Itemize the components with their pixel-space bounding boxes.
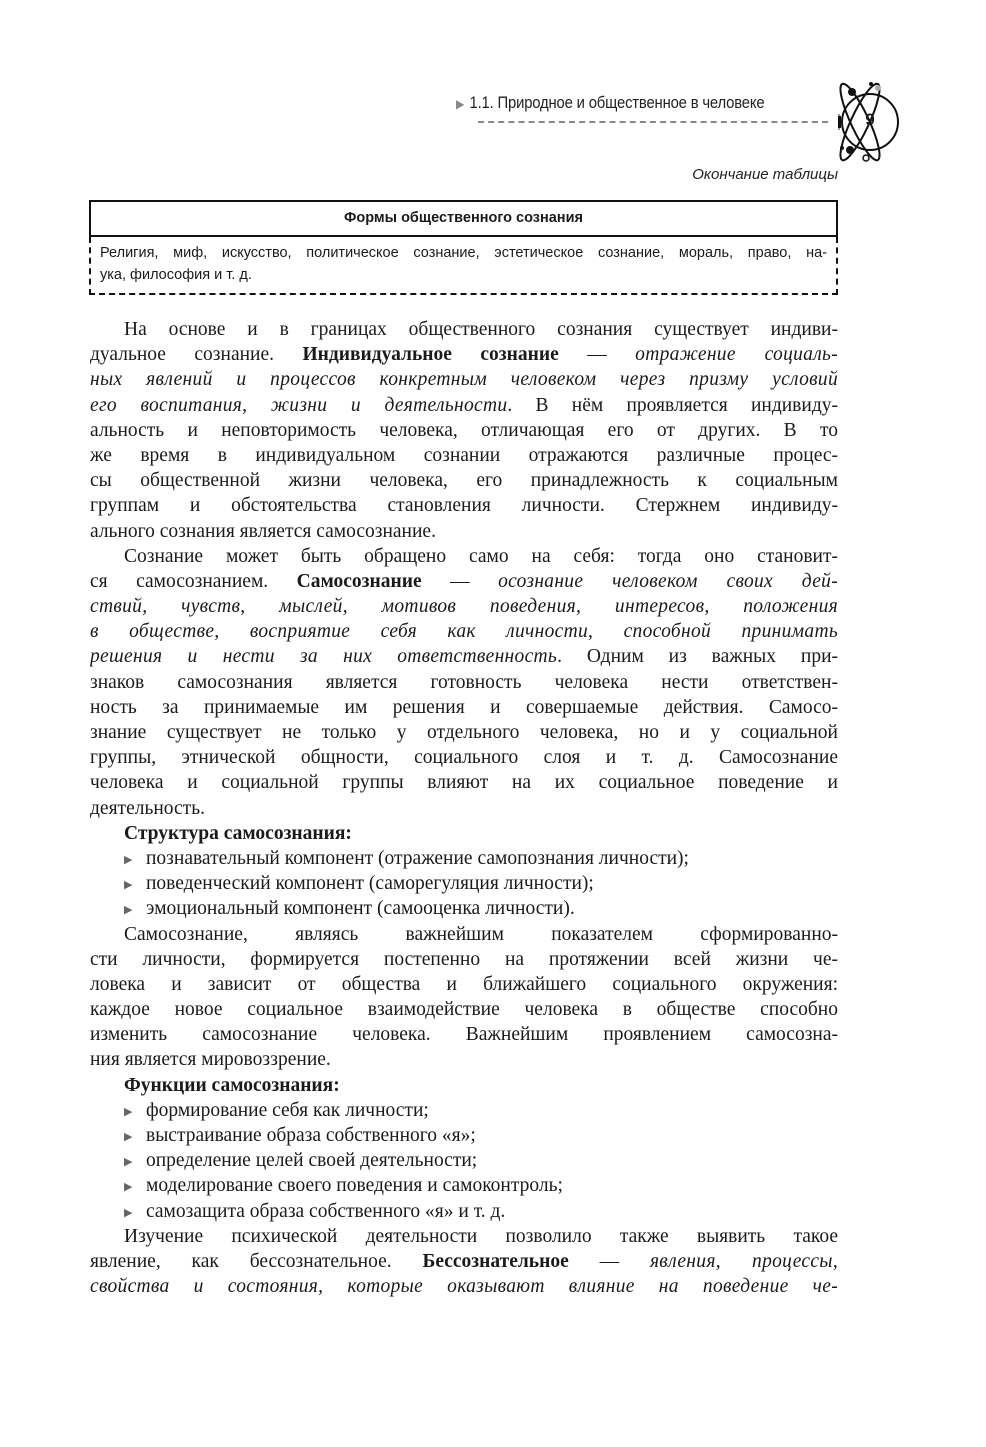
triangle-bullet-icon: ▶ bbox=[124, 879, 133, 892]
running-header bbox=[456, 94, 764, 113]
text: ность за принимаемые им решения и совершаемые действия. Самосо- bbox=[90, 696, 838, 718]
triangle-bullet-icon: ▶ bbox=[124, 1105, 133, 1118]
triangle-bullet-icon: ▶ bbox=[124, 1206, 133, 1219]
table-cell bbox=[89, 237, 838, 295]
triangle-bullet-icon: ▶ bbox=[124, 1181, 133, 1194]
list-item bbox=[90, 846, 838, 871]
page-number: 9 bbox=[865, 110, 875, 129]
text: знаков самосознания является готовность человека нести ответствен- bbox=[90, 671, 838, 693]
paragraph-line bbox=[90, 644, 838, 669]
triangle-bullet-icon: ▶ bbox=[124, 904, 133, 917]
text: ния является мировоззрение. bbox=[90, 1049, 331, 1071]
list-item-text: моделирование своего поведения и самоконтроль; bbox=[146, 1175, 563, 1197]
text: изменить самосознание человека. Важнейшим проявлением самосозна- bbox=[90, 1024, 838, 1046]
definition-text: ствий, чувств, мыслей, мотивов поведения, интересов, положения bbox=[90, 596, 838, 618]
definition-text: ных явлений и процессов конкретным человеком через призму условий bbox=[90, 369, 838, 391]
paragraph-line bbox=[90, 569, 838, 594]
text: Сознание может быть обращено само на себя: тогда оно становит- bbox=[124, 545, 838, 567]
paragraph-line bbox=[90, 468, 838, 493]
list-item bbox=[90, 1148, 838, 1173]
running-title: 1.1. Природное и общественное в человеке bbox=[469, 94, 765, 112]
definition-text: решения и нести за них ответственность bbox=[90, 646, 558, 668]
definition-text: его воспитания, жизни и деятельности bbox=[90, 394, 508, 416]
definition-text: в обществе, восприятие себя как личности, способной принимать bbox=[90, 621, 838, 643]
paragraph-line bbox=[90, 493, 838, 518]
paragraph-line bbox=[90, 922, 838, 947]
text: сти личности, формируется постепенно на протяжении всей жизни че- bbox=[90, 948, 838, 970]
paragraph-line bbox=[90, 367, 838, 392]
list-item bbox=[90, 1123, 838, 1148]
text: ся самосознанием. bbox=[90, 570, 297, 592]
table-continuation-caption: Окончание таблицы bbox=[692, 166, 838, 183]
text: На основе и в границах общественного сознания существует индиви- bbox=[124, 319, 838, 340]
paragraph-line bbox=[90, 997, 838, 1022]
paragraph-line bbox=[90, 1022, 838, 1047]
definition-text: осознание человеком своих дей- bbox=[498, 570, 838, 592]
paragraph-line bbox=[90, 418, 838, 443]
text: Самосознание, являясь важнейшим показателем сформированно- bbox=[124, 923, 838, 945]
list-item-text: поведенческий компонент (саморегуляция личности); bbox=[146, 873, 594, 895]
text: группы, этнической общности, социального слоя и т. д. Самосознание bbox=[90, 747, 838, 769]
paragraph-line bbox=[90, 519, 838, 544]
text: человека и социальной группы влияют на их социальное поведение и bbox=[90, 772, 838, 794]
paragraph-line bbox=[90, 1224, 838, 1249]
triangle-bullet-icon: ▶ bbox=[124, 1131, 133, 1143]
text: ловека и зависит от общества и ближайшего социального окружения: bbox=[90, 973, 838, 995]
table-cell-line: ука, философия и т. д. bbox=[100, 267, 252, 283]
triangle-bullet-icon: ▶ bbox=[124, 853, 133, 866]
triangle-bullet-icon: ▶ bbox=[124, 1156, 133, 1169]
list-item bbox=[90, 896, 838, 921]
term: Бессознательное bbox=[422, 1250, 569, 1272]
list-item-text: самозащита образа собственного «я» и т. д. bbox=[146, 1200, 506, 1222]
paragraph-line bbox=[90, 796, 838, 821]
paragraph-line bbox=[90, 317, 838, 342]
section-heading: Структура самосознания: bbox=[124, 822, 352, 844]
definition-text: отражение социаль- bbox=[635, 344, 838, 366]
text: группам и обстоятельства становления личности. Стержнем индивиду- bbox=[90, 495, 838, 517]
list-item bbox=[90, 1173, 838, 1198]
list-item-text: познавательный компонент (отражение самопознания личности); bbox=[146, 847, 689, 869]
text: деятельность. bbox=[90, 797, 205, 819]
paragraph-line bbox=[90, 770, 838, 795]
text: Изучение психической деятельности позволило также выявить такое bbox=[124, 1225, 838, 1247]
paragraph-line bbox=[90, 393, 838, 418]
text: . В нём проявляется индивиду- bbox=[507, 394, 838, 416]
paragraph-line bbox=[90, 342, 838, 367]
paragraph-line bbox=[90, 594, 838, 619]
paragraph-line bbox=[90, 544, 838, 569]
list-item bbox=[90, 1098, 838, 1123]
table-header: Формы общественного сознания bbox=[89, 200, 838, 237]
paragraph-line bbox=[90, 1274, 838, 1299]
text: сы общественной жизни человека, его принадлежность к социальным bbox=[90, 470, 838, 492]
paragraph-line bbox=[90, 695, 838, 720]
paragraph-line bbox=[90, 745, 838, 770]
paragraph-line bbox=[90, 443, 838, 468]
header-dashed-rule bbox=[478, 121, 828, 123]
paragraph-line bbox=[90, 1249, 838, 1274]
list-item-text: эмоциональный компонент (самооценка личности). bbox=[146, 898, 575, 920]
list-item bbox=[90, 871, 838, 896]
list-item-text: формирование себя как личности; bbox=[146, 1099, 429, 1121]
text: альность и неповторимость человека, отличающая его от других. В то bbox=[90, 419, 838, 441]
text: явление, как бессознательное. bbox=[90, 1250, 423, 1272]
text: же время в индивидуальном сознании отражаются различные процес- bbox=[90, 444, 838, 466]
text: — bbox=[558, 344, 636, 366]
text: — bbox=[421, 570, 499, 592]
text: каждое новое социальное взаимодействие человека в обществе способно bbox=[90, 999, 838, 1021]
term: Индивидуальное сознание bbox=[302, 344, 559, 366]
triangle-bullet-icon: ▶ bbox=[456, 97, 465, 111]
paragraph-line bbox=[90, 619, 838, 644]
text: — bbox=[568, 1250, 650, 1272]
text: . Одним из важных при- bbox=[557, 646, 838, 668]
paragraph-line bbox=[90, 1047, 838, 1072]
paragraph-line bbox=[90, 972, 838, 997]
text: знание существует не только у отдельного человека, но и у социальной bbox=[90, 722, 838, 743]
list-item-text: определение целей своей деятельности; bbox=[146, 1150, 478, 1172]
definition-text: явления, процессы, bbox=[649, 1250, 838, 1272]
text: ального сознания является самосознание. bbox=[90, 520, 436, 542]
list-item-text: выстраивание образа собственного «я»; bbox=[146, 1125, 476, 1146]
paragraph-line bbox=[90, 670, 838, 695]
forms-table bbox=[89, 200, 838, 295]
paragraph-line bbox=[90, 720, 838, 745]
body-text bbox=[90, 317, 838, 1299]
text: дуальное сознание. bbox=[90, 344, 303, 366]
list-item bbox=[90, 1199, 838, 1224]
definition-text: свойства и состояния, которые оказывают влияние на поведение че- bbox=[90, 1276, 838, 1298]
paragraph-line bbox=[90, 947, 838, 972]
table-cell-line: Религия, миф, искусство, политическое сознание, эстетическое сознание, мораль, право, на- bbox=[100, 245, 827, 261]
section-heading: Функции самосознания: bbox=[124, 1074, 340, 1096]
term: Самосознание bbox=[296, 570, 422, 592]
